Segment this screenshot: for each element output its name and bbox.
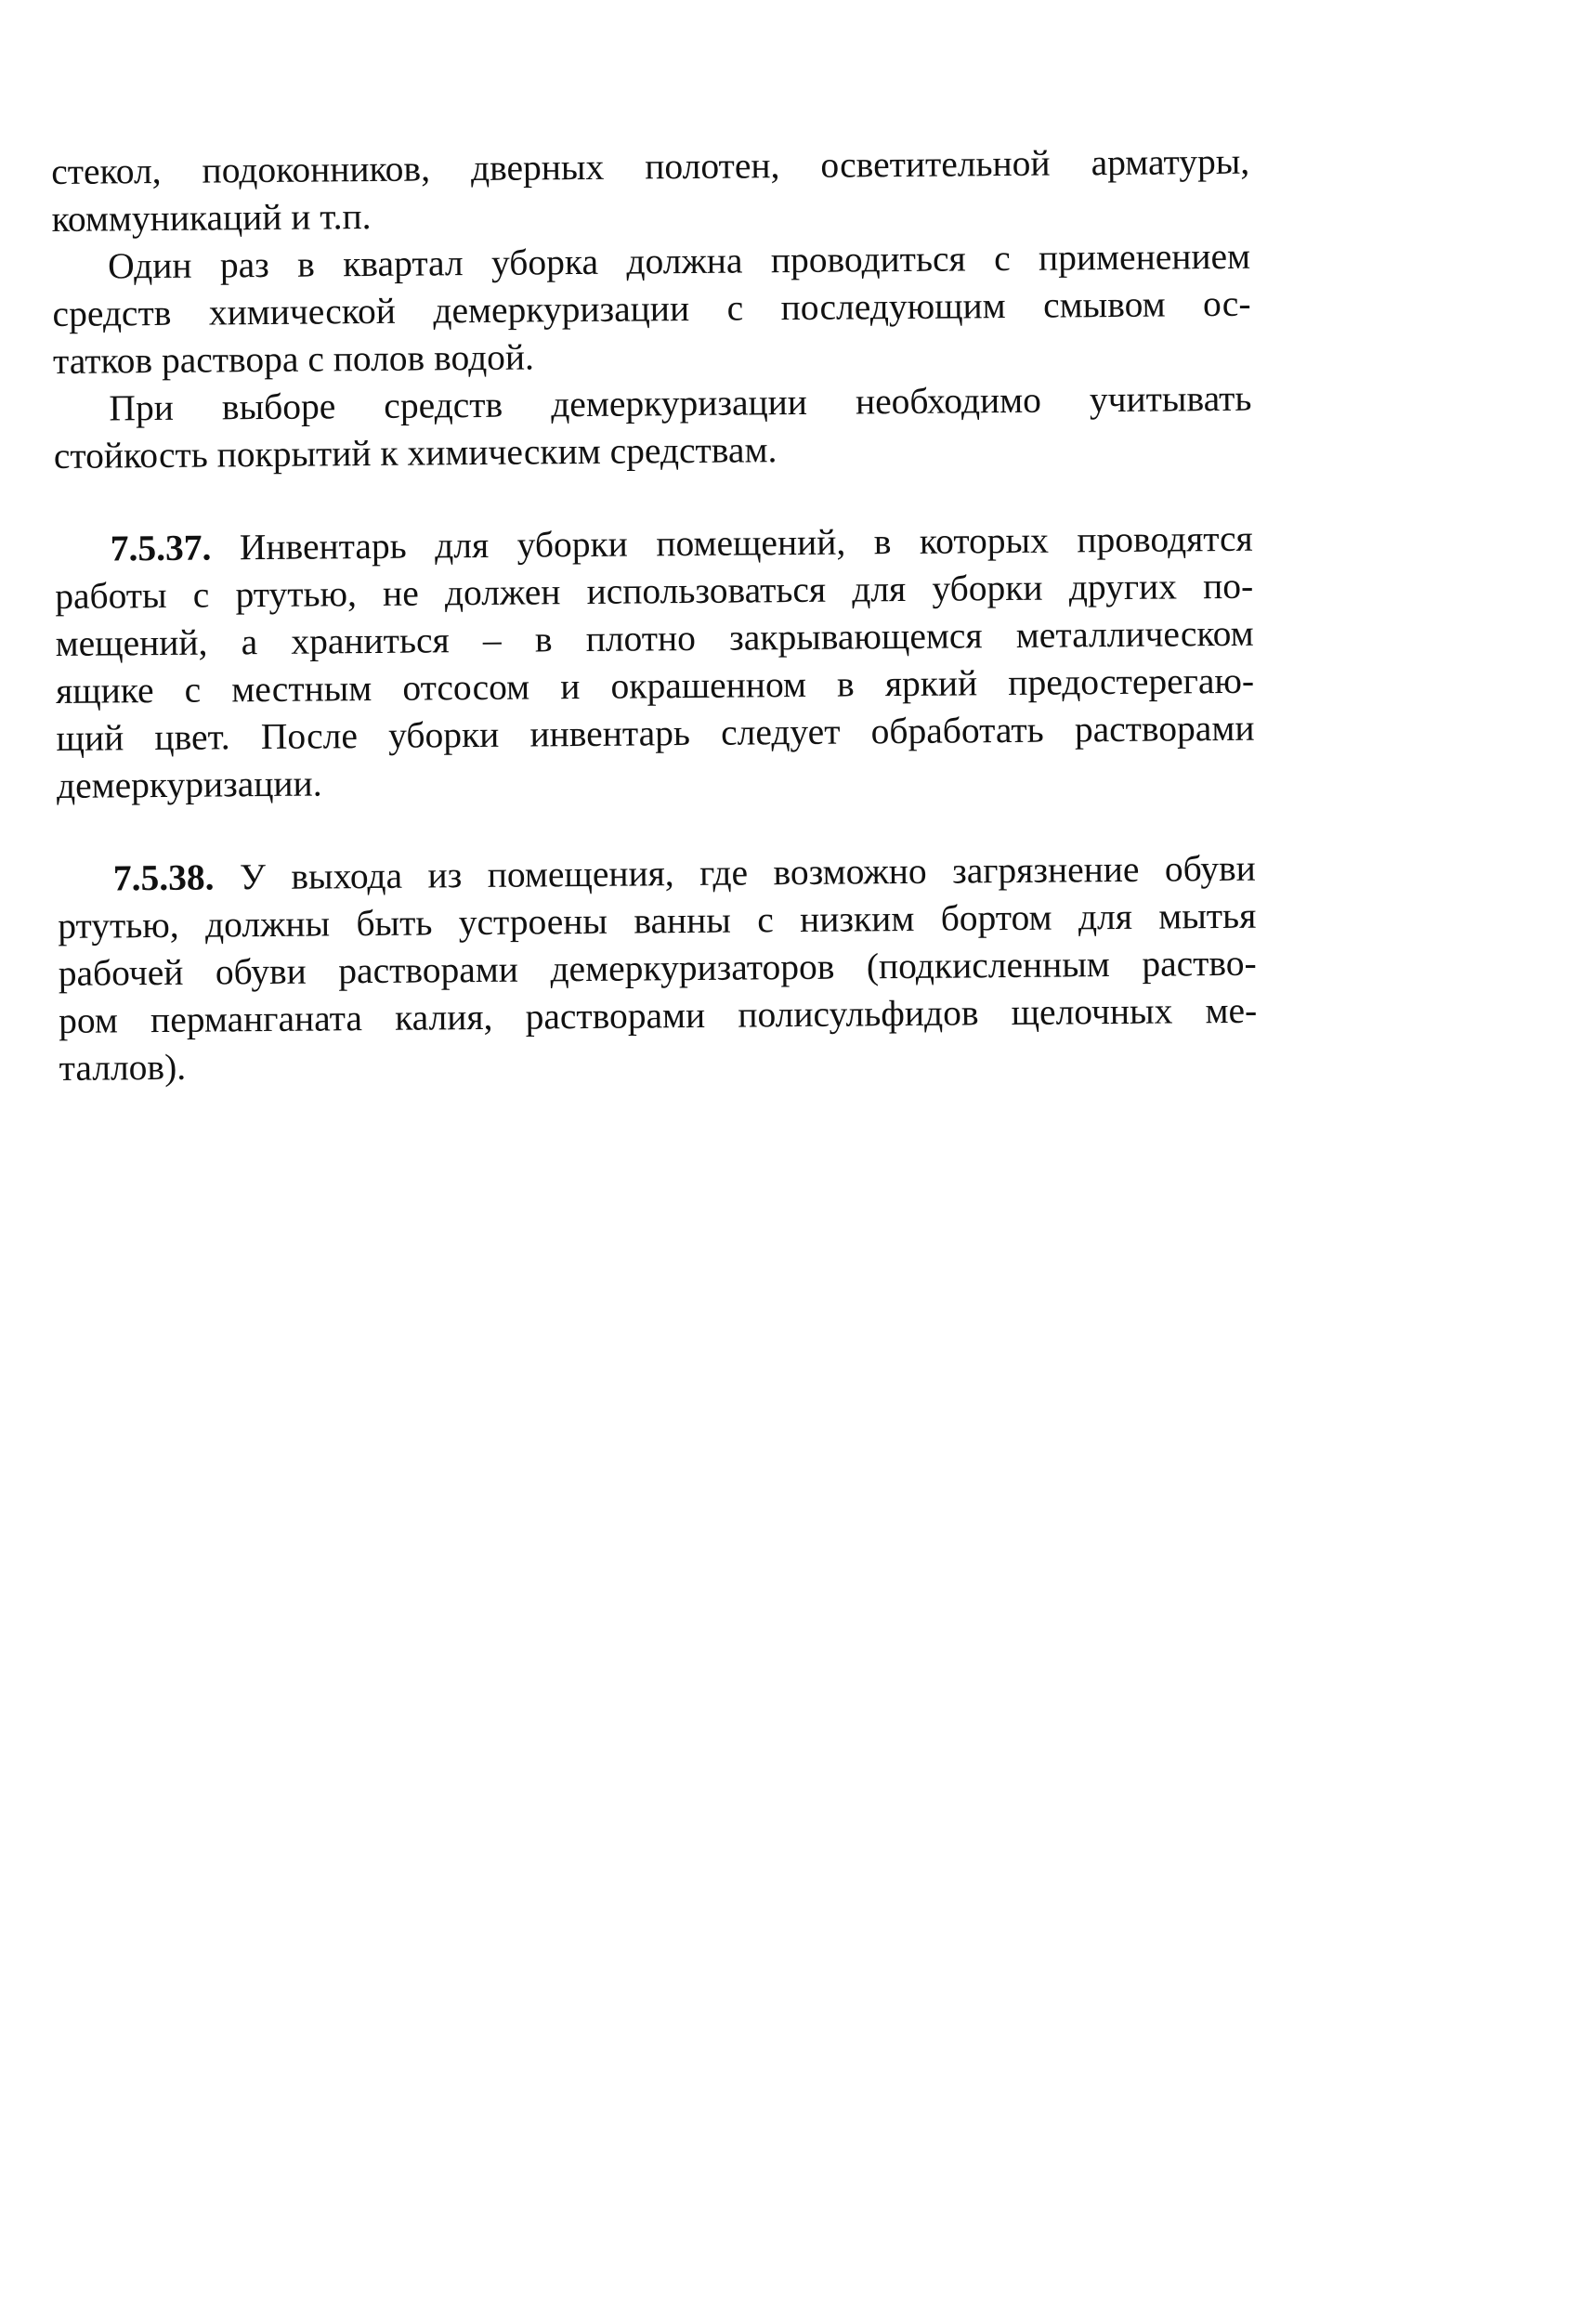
clause-text: Инвентарь для уборки помещений, в которых проводятся [211, 517, 1253, 568]
clause-7-5-38 [58, 845, 1258, 1092]
document-text [51, 138, 1258, 1092]
text-line: ром перманганата калия, растворами полисульфидов щелочных ме- [59, 989, 1258, 1041]
clause-7-5-37 [55, 516, 1256, 810]
text-line: таллов). [59, 1046, 187, 1089]
text-line: работы с ртутью, не должен использоваться для уборки других по- [55, 565, 1254, 617]
paragraph-agent-selection [53, 375, 1252, 480]
text-line: татков раствора с полов водой. [52, 336, 535, 382]
text-line: ящике с местным отсосом и окрашенном в яркий предостерегаю- [55, 659, 1255, 712]
paragraph-quarterly-cleaning [52, 233, 1251, 385]
text-line: коммуникаций и т.п. [51, 195, 372, 240]
text-line: средств химической демеркуризации с последующим смывом ос- [52, 282, 1251, 334]
text-line: Один раз в квартал уборка должна проводиться с применением [107, 235, 1251, 287]
text-line: При выборе средств демеркуризации необходимо учитывать [109, 377, 1252, 429]
text-line: стойкость покрытий к химическим средствам. [53, 429, 777, 477]
text-line: рабочей обуви растворами демеркуризаторов (подкисленным раство- [58, 942, 1257, 994]
text-line: ртутью, должны быть устроены ванны с низким бортом для мытья [58, 894, 1257, 947]
clause-number: 7.5.37. [110, 527, 212, 569]
text-line: демеркуризации. [56, 763, 322, 806]
clause-text: У выхода из помещения, где возможно загрязнение обуви [214, 847, 1257, 898]
text-line: мещений, а храниться – в плотно закрывающемся металлическом [55, 612, 1254, 664]
clause-number: 7.5.38. [112, 856, 215, 899]
text-line: щий цвет. После уборки инвентарь следует обработать растворами [56, 707, 1255, 759]
text-line: стекол, подоконников, дверных полотен, осветительной арматуры, [51, 140, 1250, 192]
paragraph-continuation [51, 138, 1250, 243]
